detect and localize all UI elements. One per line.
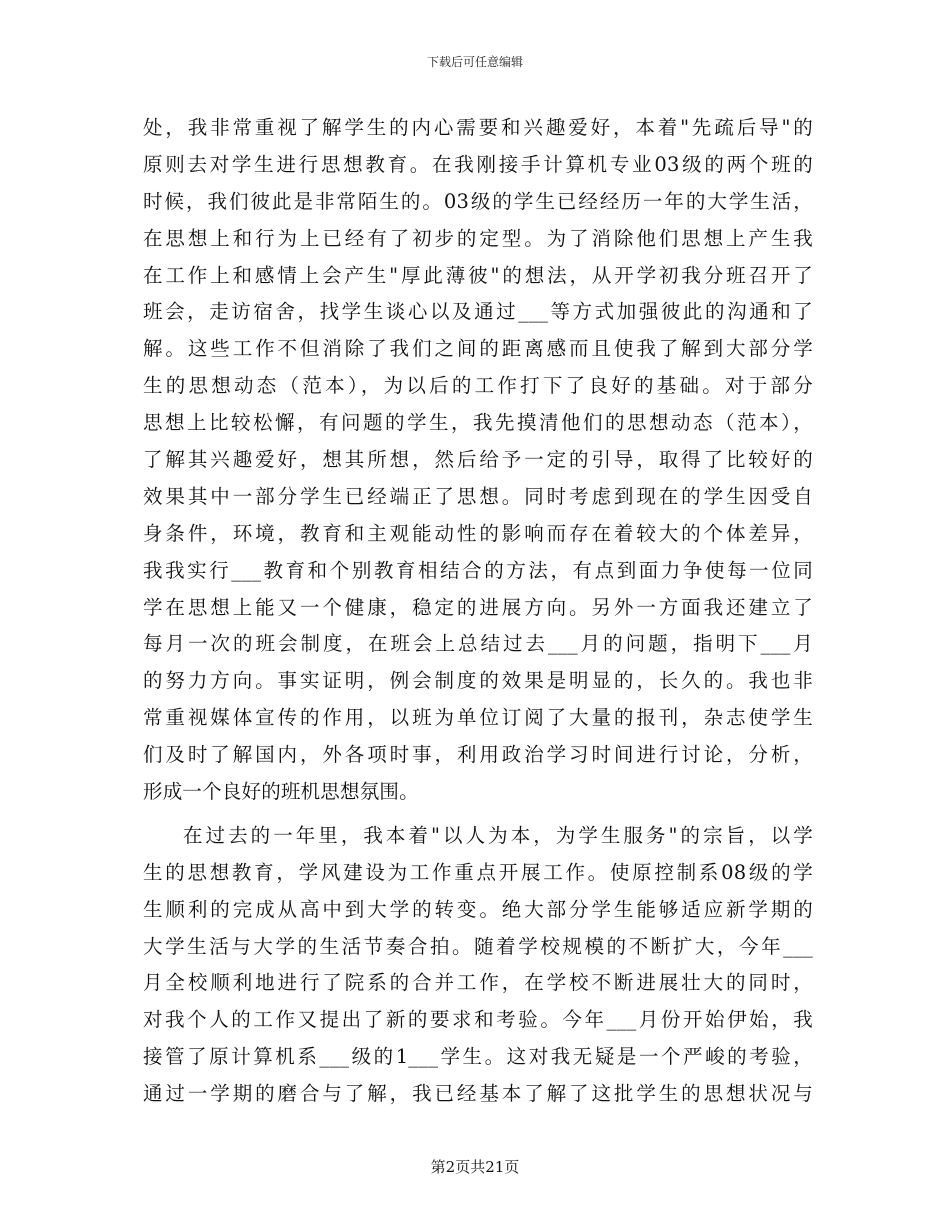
text-line: 的努力方向。事实证明，例会制度的效果是明显的，长久的。我也非 <box>143 669 813 693</box>
text-line: 在工作上和感情上会产生"厚此薄彼"的想法，从开学初我分班召开了 <box>143 263 813 287</box>
text-line: 在思想上和行为上已经有了初步的定型。为了消除他们思想上产生我 <box>143 226 813 250</box>
text-line: 形成一个良好的班机思想氛围。 <box>143 780 419 804</box>
text-line: 学在思想上能又一个健康，稳定的进展方向。另外一方面我还建立了 <box>143 595 813 619</box>
text-line: 解。这些工作不但消除了我们之间的距离感而且使我了解到大部分学 <box>143 337 813 361</box>
text-line: 我我实行___教育和个别教育相结合的方法，有点到面力争使每一位同 <box>143 558 813 582</box>
text-line: 们及时了解国内，外各项时事，利用政治学习时间进行讨论，分析， <box>143 743 813 767</box>
paragraph-gap <box>143 811 813 818</box>
text-line: 身条件，环境，教育和主观能动性的影响而存在着较大的个体差异， <box>143 521 813 545</box>
text-line: 对我个人的工作又提出了新的要求和考验。今年___月份开始伊始，我 <box>143 1008 813 1032</box>
text-line: 生的思想教育，学风建设为工作重点开展工作。使原控制系08级的学 <box>143 860 813 884</box>
text-line: 处，我非常重视了解学生的内心需要和兴趣爱好，本着"先疏后导"的 <box>143 116 813 139</box>
text-line: 思想上比较松懈，有问题的学生，我先摸清他们的思想动态（范本）， <box>143 411 813 435</box>
text-line: 时候，我们彼此是非常陌生的。03级的学生已经经历一年的大学生活， <box>143 189 813 213</box>
text-line: 常重视媒体宣传的作用，以班为单位订阅了大量的报刊，杂志使学生 <box>143 706 813 730</box>
text-line: 班会，走访宿舍，找学生谈心以及通过___等方式加强彼此的沟通和了 <box>143 300 813 324</box>
text-line: 月全校顺利地进行了院系的合并工作，在学校不断进展壮大的同时， <box>143 971 813 995</box>
text-line: 原则去对学生进行思想教育。在我刚接手计算机专业03级的两个班的 <box>143 152 813 176</box>
page-footer: 第2页共21页 <box>430 1158 520 1176</box>
text-line: 每月一次的班会制度，在班会上总结过去___月的问题，指明下___月 <box>143 632 813 656</box>
paragraph-1 <box>143 110 813 811</box>
text-line: 接管了原计算机系___级的1___学生。这对我无疑是一个严峻的考验， <box>143 1045 813 1069</box>
text-line: 生顺利的完成从高中到大学的转变。绝大部分学生能够适应新学期的 <box>143 897 813 921</box>
text-line: 大学生活与大学的生活节奏合拍。随着学校规模的不断扩大，今年___ <box>143 934 813 958</box>
document-body <box>143 110 813 1113</box>
text-line: 在过去的一年里，我本着"以人为本，为学生服务"的宗旨，以学 <box>183 823 813 847</box>
text-line: 生的思想动态（范本），为以后的工作打下了良好的基础。对于部分 <box>143 374 813 398</box>
page-header: 下载后可任意编辑 <box>426 55 523 69</box>
paragraph-2 <box>143 818 813 1113</box>
text-line: 效果其中一部分学生已经端正了思想。同时考虑到现在的学生因受自 <box>143 484 813 508</box>
text-line: 了解其兴趣爱好，想其所想，然后给予一定的引导，取得了比较好的 <box>143 448 813 472</box>
text-line: 通过一学期的磨合与了解，我已经基本了解了这批学生的思想状况与 <box>143 1082 813 1106</box>
